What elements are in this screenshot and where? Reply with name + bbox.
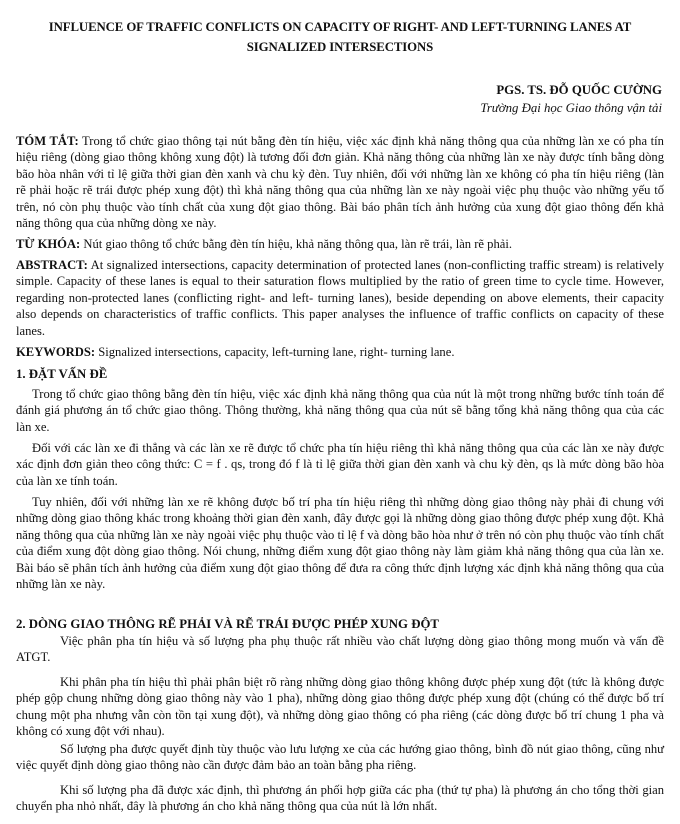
keywords-label: KEYWORDS: xyxy=(16,345,96,359)
title-line-1: INFLUENCE OF TRAFFIC CONFLICTS ON CAPACITY OF RIGHT- AND LEFT-TURNING LANES AT xyxy=(48,20,632,34)
tomtat-label: TÓM TẮT: xyxy=(16,134,79,148)
section-1-heading xyxy=(16,366,664,382)
author-name: PGS. TS. ĐỖ QUỐC CƯỜNG xyxy=(496,83,662,97)
english-keywords xyxy=(16,344,664,360)
tukhoa-text: Nút giao thông tổ chức bằng đèn tín hiệu, khả năng thông qua, làn rẽ trái, làn rẽ phải. xyxy=(80,237,512,251)
author-block xyxy=(480,81,662,117)
section-2-title: 2. DÒNG GIAO THÔNG RẼ PHẢI VÀ RẼ TRÁI ĐƯỢC PHÉP XUNG ĐỘT xyxy=(16,617,439,631)
section-1-para-1 xyxy=(16,386,664,435)
paragraph: Việc phân pha tín hiệu và số lượng pha phụ thuộc rất nhiều vào chất lượng dòng giao thông mong muốn và vấn đề ATGT. xyxy=(16,634,664,665)
section-2-heading xyxy=(16,616,664,632)
section-2-para-4 xyxy=(16,782,664,815)
paragraph: Khi số lượng pha đã được xác định, thì phương án phối hợp giữa các pha (thứ tự pha) là phương án cho tổng thời gian chuyển pha nhỏ nhất, đây là phương án cho khả năng thông qua của nút là lớn nhất. xyxy=(16,783,664,814)
abstract-text: At signalized intersections, capacity determination of protected lanes (non-conflicting traffic stream) is relatively simple. Capacity of these lanes is equal to their saturation flows multiplied by the ratio of green time to cycle time. However, regarding non-protected lanes (conflicting right- and left- turning lanes), beside depending on above elements, their capacity also depends on characteristics of traffic conflicts. This paper analyses the influence of traffic conflicts on capacity of these lanes. xyxy=(16,258,664,338)
keywords-text: Signalized intersections, capacity, left-turning lane, right- turning lane. xyxy=(95,345,455,359)
paragraph: Tuy nhiên, đối với những làn xe rẽ không được bố trí pha tín hiệu riêng thì những dòng giao thông này phải đi chung với những dòng giao thông khác trong khoảng thời gian đèn xanh, đây được gọi là những dòng giao thông được phép xung đột. Khả năng thông qua của những làn xe này ngoài việc phụ thuộc vào tỉ lệ f và dòng bão hòa như ở trên nó còn phụ thuộc vào tính chất của điểm xung đột dòng giao thông. Nói chung, những điểm xung đột giao thông này làm giảm khả năng thông qua của làn xe. Bài báo sẽ phân tích ảnh hưởng của điểm xung đột giao thông để đưa ra công thức định lượng xác định khả năng thông qua của những làn xe này. xyxy=(16,495,664,592)
author-affiliation: Trường Đại học Giao thông vận tải xyxy=(480,101,662,115)
paragraph: Đối với các làn xe đi thẳng và các làn xe rẽ được tổ chức pha tín hiệu riêng thì khả năng thông qua của các làn xe này được xác định đơn giản theo công thức: C = f . qs, trong đó f là tỉ lệ giữa thời gian đèn xanh và chu kỳ đèn, qs là mức dòng bão hòa của làn xe tính toán. xyxy=(16,441,664,488)
title-line-2: SIGNALIZED INTERSECTIONS xyxy=(246,40,434,54)
section-1-para-3 xyxy=(16,494,664,592)
paragraph: Khi phân pha tín hiệu thì phải phân biệt rõ ràng những dòng giao thông không được phép xung đột (tức là không được phép gộp chung những dòng giao thông này vào 1 pha), những dòng giao thông được phép xung đột (chúng có thể được bố trí chung một pha nhưng vẫn còn tồn tại xung đột), và những dòng giao thông có pha riêng (các dòng được bố trí chung 1 pha và không có xung đột với nhau). xyxy=(16,675,664,739)
section-1-para-2 xyxy=(16,440,664,489)
english-abstract xyxy=(16,257,664,339)
section-2-para-2 xyxy=(16,674,664,740)
section-2-para-3 xyxy=(16,741,664,774)
vietnamese-keywords xyxy=(16,236,664,252)
section-2-para-1 xyxy=(16,633,664,666)
vietnamese-abstract xyxy=(16,133,664,231)
paragraph: Trong tổ chức giao thông bằng đèn tín hiệu, việc xác định khả năng thông qua của nút là một trong những bước tính toán để đánh giá phương án tổ chức giao thông. Thông thường, khả năng thông qua của nút sẽ bằng tổng khả năng thông qua của các làn xe. xyxy=(16,387,664,434)
section-1-title: 1. ĐẶT VẤN ĐỀ xyxy=(16,367,108,381)
paper-title xyxy=(14,17,666,57)
tukhoa-label: TỪ KHÓA: xyxy=(16,237,81,251)
abstract-label: ABSTRACT: xyxy=(16,258,88,272)
paragraph: Số lượng pha được quyết định tùy thuộc vào lưu lượng xe của các hướng giao thông, bình đồ nút giao thông, cũng như việc quyết định dòng giao thông nào cần được đảm bảo an toàn bằng pha riêng. xyxy=(16,742,664,773)
tomtat-text: Trong tổ chức giao thông tại nút bằng đèn tín hiệu, việc xác định khả năng thông qua của những làn xe có pha tín hiệu riêng (dòng giao thông không xung đột) là tương đối đơn giản. Khả năng thông của những làn xe này được tính bằng dòng bão hòa nhân với tỉ lệ giữa thời gian đèn xanh và chu kỳ đèn. Tuy nhiên, đối với những làn xe không có pha tín hiệu riêng (làn rẽ phải hoặc rẽ trái được phép xung đột) thì khả năng thông qua của những làn xe này ngoài việc phụ thuộc vào những yếu tố trên, nó còn phụ thuộc vào tính chất của xung đột giao thông. Bài báo phân tích ảnh hưởng của xung đột giao thông đến khả năng thông qua của những dòng xe này. xyxy=(16,134,664,231)
